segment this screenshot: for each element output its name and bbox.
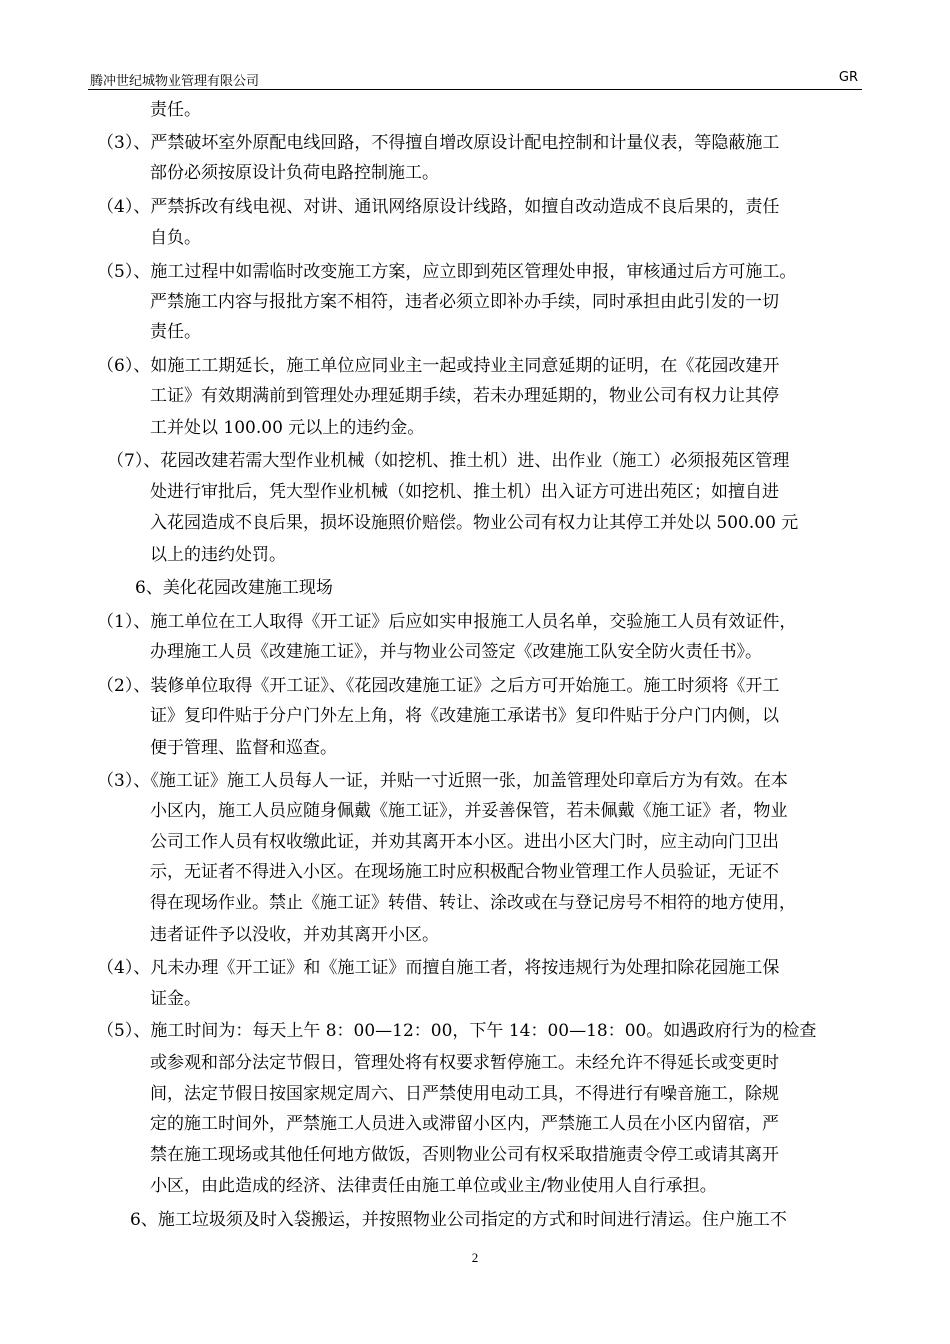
text-line: 禁在施工现场或其他任何地方做饭，否则物业公司有权采取措施责令停工或请其离开 — [150, 1145, 779, 1165]
text-line: （2）、装修单位取得《开工证》、《花园改建施工证》之后方可开始施工。施工时须将《开工 — [97, 676, 780, 696]
text-line: 或参观和部分法定节假日，管理处将有权要求暂停施工。未经允许不得延长或变更时 — [150, 1053, 779, 1073]
text-line: 小区内，施工人员应随身佩戴《施工证》，并妥善保管，若未佩戴《施工证》者，物业 — [150, 801, 788, 821]
text-line: 定的施工时间外，严禁施工人员进入或滞留小区内，严禁施工人员在小区内留宿，严 — [150, 1114, 779, 1134]
text-line: （4）、严禁拆改有线电视、对讲、通讯网络原设计线路，如擅自改动造成不良后果的，责任 — [97, 197, 780, 217]
text-line: 便于管理、监督和巡查。 — [150, 738, 337, 758]
text-line: （3）、严禁破坏室外原配电线回路，不得擅自增改原设计配电控制和计量仪表，等隐蔽施工 — [97, 133, 780, 153]
text-line: 小区，由此造成的经济、法律责任由施工单位或业主/物业使用人自行承担。 — [150, 1176, 717, 1196]
text-line: 间，法定节假日按国家规定周六、日严禁使用电动工具，不得进行有噪音施工，除规 — [150, 1084, 779, 1104]
page-header — [88, 68, 862, 88]
text-line: 部份必须按原设计负荷电路控制施工。 — [150, 163, 439, 183]
text-line: 处进行审批后，凭大型作业机械（如挖机、推土机）出入证方可进出苑区；如擅自进 — [150, 482, 779, 502]
text-line: 办理施工人员《改建施工证》，并与物业公司签定《改建施工队安全防火责任书》。 — [150, 642, 762, 662]
text-line: （5）、施工过程中如需临时改变施工方案，应立即到苑区管理处申报，审核通过后方可施工。 — [97, 262, 797, 282]
company-name: 腾冲世纪城物业管理有限公司 — [90, 74, 260, 89]
text-line: 入花园造成不良后果，损坏设施照价赔偿。物业公司有权力让其停工并处以 500.00 元 — [150, 513, 799, 533]
text-line: （4）、凡未办理《开工证》和《施工证》而擅自施工者，将按违规行为处理扣除花园施工保 — [97, 958, 780, 978]
text-line: 公司工作人员有权收缴此证，并劝其离开本小区。进出小区大门时，应主动向门卫出 — [150, 832, 779, 852]
text-line: 工证》有效期满前到管理处办理延期手续，若未办理延期的，物业公司有权力让其停 — [150, 386, 779, 406]
text-line: 6、施工垃圾须及时入袋搬运，并按照物业公司指定的方式和时间进行清运。住户施工不 — [130, 1210, 787, 1230]
text-line: 责任。 — [150, 100, 201, 120]
text-line: 违者证件予以没收，并劝其离开小区。 — [150, 925, 439, 945]
text-line: （6）、如施工工期延长，施工单位应同业主一起或持业主同意延期的证明，在《花园改建开 — [97, 356, 780, 376]
text-line: （7）、花园改建若需大型作业机械（如挖机、推土机）进、出作业（施工）必须报苑区管理 — [107, 451, 790, 471]
text-line: 示，无证者不得进入小区。在现场施工时应积极配合物业管理工作人员验证，无证不 — [150, 862, 779, 882]
text-line: 证金。 — [150, 989, 201, 1009]
text-line: 得在现场作业。禁止《施工证》转借、转让、涂改或在与登记房号不相符的地方使用， — [150, 893, 796, 913]
text-line: 严禁施工内容与报批方案不相符，违者必须立即补办手续，同时承担由此引发的一切 — [150, 292, 779, 312]
text-line: 自负。 — [150, 228, 201, 248]
header-rule — [88, 89, 862, 90]
text-line: 证》复印件贴于分户门外左上角，将《改建施工承诺书》复印件贴于分户门内侧，以 — [150, 706, 779, 726]
text-line: 责任。 — [150, 322, 201, 342]
text-line: （5）、施工时间为：每天上午 8：00—12：00，下午 14：00—18：00。如遇政府行为的检查 — [97, 1021, 817, 1041]
text-line: （1）、施工单位在工人取得《开工证》后应如实申报施工人员名单，交验施工人员有效证件， — [97, 612, 797, 632]
page-number: 2 — [471, 1250, 479, 1265]
text-line: 工并处以 100.00 元以上的违约金。 — [150, 418, 425, 438]
text-line: 6、美化花园改建施工现场 — [135, 578, 333, 598]
text-line: （3）、《施工证》施工人员每人一证，并贴一寸近照一张，加盖管理处印章后方为有效。在本 — [97, 771, 788, 791]
text-line: 以上的违约处罚。 — [150, 545, 286, 565]
document-code: GR — [838, 70, 858, 85]
